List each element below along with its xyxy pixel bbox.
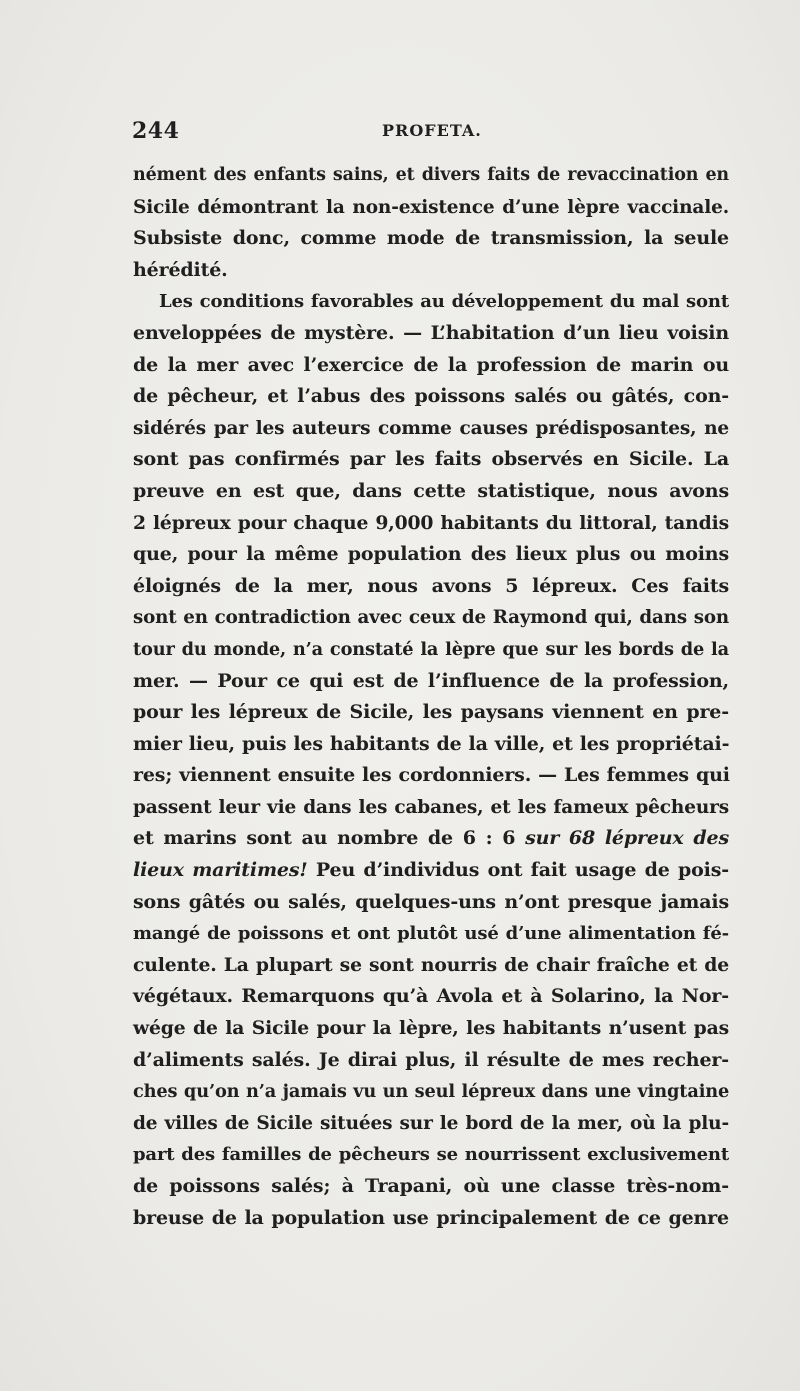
- text-line: sont en contradiction avec ceux de Raymond qui, dans son: [133, 607, 729, 629]
- text-line: nément des enfants sains, et divers faits de revaccination en: [133, 165, 729, 185]
- text-line: de la mer avec l’exercice de la profession de marin ou: [133, 353, 729, 376]
- text-line: de pêcheur, et l’abus des poissons salés ou gâtés, con-: [133, 385, 729, 408]
- text-line: tour du monde, n’a constaté la lèpre que sur les bords de la: [133, 638, 729, 660]
- text-line: Sicile démontrant la non-existence d’une lèpre vaccinale.: [133, 196, 729, 218]
- text-line: culente. La plupart se sont nourris de chair fraîche et de: [133, 953, 729, 976]
- text-line-mixed: [133, 855, 729, 887]
- text-line: Subsiste donc, comme mode de transmission, la seule: [133, 227, 729, 250]
- text-line: de poissons salés; à Trapani, où une classe très-nom-: [133, 1175, 729, 1197]
- text-line: wége de la Sicile pour la lèpre, les habitants n’usent pas: [133, 1017, 729, 1040]
- running-title: PROFETA.: [382, 121, 482, 140]
- text-line: mer. — Pour ce qui est de l’influence de la profession,: [133, 669, 729, 692]
- text-line: de villes de Sicile situées sur le bord de la mer, où la plu-: [133, 1112, 729, 1134]
- text-line: enveloppées de mystère. — L’habitation d’un lieu voisin: [133, 321, 729, 344]
- text-line: sons gâtés ou salés, quelques-uns n’ont presque jamais: [133, 890, 729, 913]
- running-head: [132, 118, 728, 146]
- text-line: sont pas confirmés par les faits observés en Sicile. La: [133, 448, 729, 471]
- text-line: pour les lépreux de Sicile, les paysans viennent en pre-: [133, 701, 729, 724]
- text-line: d’aliments salés. Je dirai plus, il résulte de mes recher-: [133, 1048, 729, 1071]
- text-line: breuse de la population use principalement de ce genre: [133, 1206, 729, 1229]
- text-run: et marins sont au nombre de 6 : 6: [133, 827, 526, 850]
- text-line: preuve en est que, dans cette statistique, nous avons: [133, 479, 729, 502]
- paragraph-start-line: Les conditions favorables au développement du mal sont: [159, 291, 729, 313]
- body-text: [133, 160, 729, 1234]
- text-line: éloignés de la mer, nous avons 5 lépreux. Ces faits: [133, 574, 729, 597]
- text-line: hérédité.: [133, 258, 228, 281]
- text-line: ches qu’on n’a jamais vu un seul lépreux dans une vingtaine: [133, 1081, 730, 1103]
- text-line: mier lieu, puis les habitants de la ville, et les propriétai-: [133, 732, 730, 755]
- text-line-mixed: [133, 823, 729, 855]
- text-line: mangé de poissons et ont plutôt usé d’une alimentation fé-: [133, 923, 729, 945]
- page-number: 244: [132, 118, 180, 144]
- text-line: que, pour la même population des lieux plus ou moins: [133, 543, 729, 566]
- text-line: passent leur vie dans les cabanes, et les fameux pêcheurs: [133, 796, 729, 818]
- text-line: res; viennent ensuite les cordonniers. — Les femmes qui: [133, 764, 730, 787]
- text-run: Peu d’individus ont fait usage de pois-: [307, 859, 729, 882]
- text-line: végétaux. Remarquons qu’à Avola et à Solarino, la Nor-: [133, 985, 729, 1008]
- italic-run: lieux maritimes!: [133, 859, 308, 882]
- text-line: sidérés par les auteurs comme causes prédisposantes, ne: [133, 417, 729, 439]
- text-line: 2 lépreux pour chaque 9,000 habitants du littoral, tandis: [133, 511, 729, 534]
- italic-run: sur 68 lépreux des: [525, 827, 729, 850]
- text-line: part des familles de pêcheurs se nourrissent exclusivement: [133, 1144, 729, 1166]
